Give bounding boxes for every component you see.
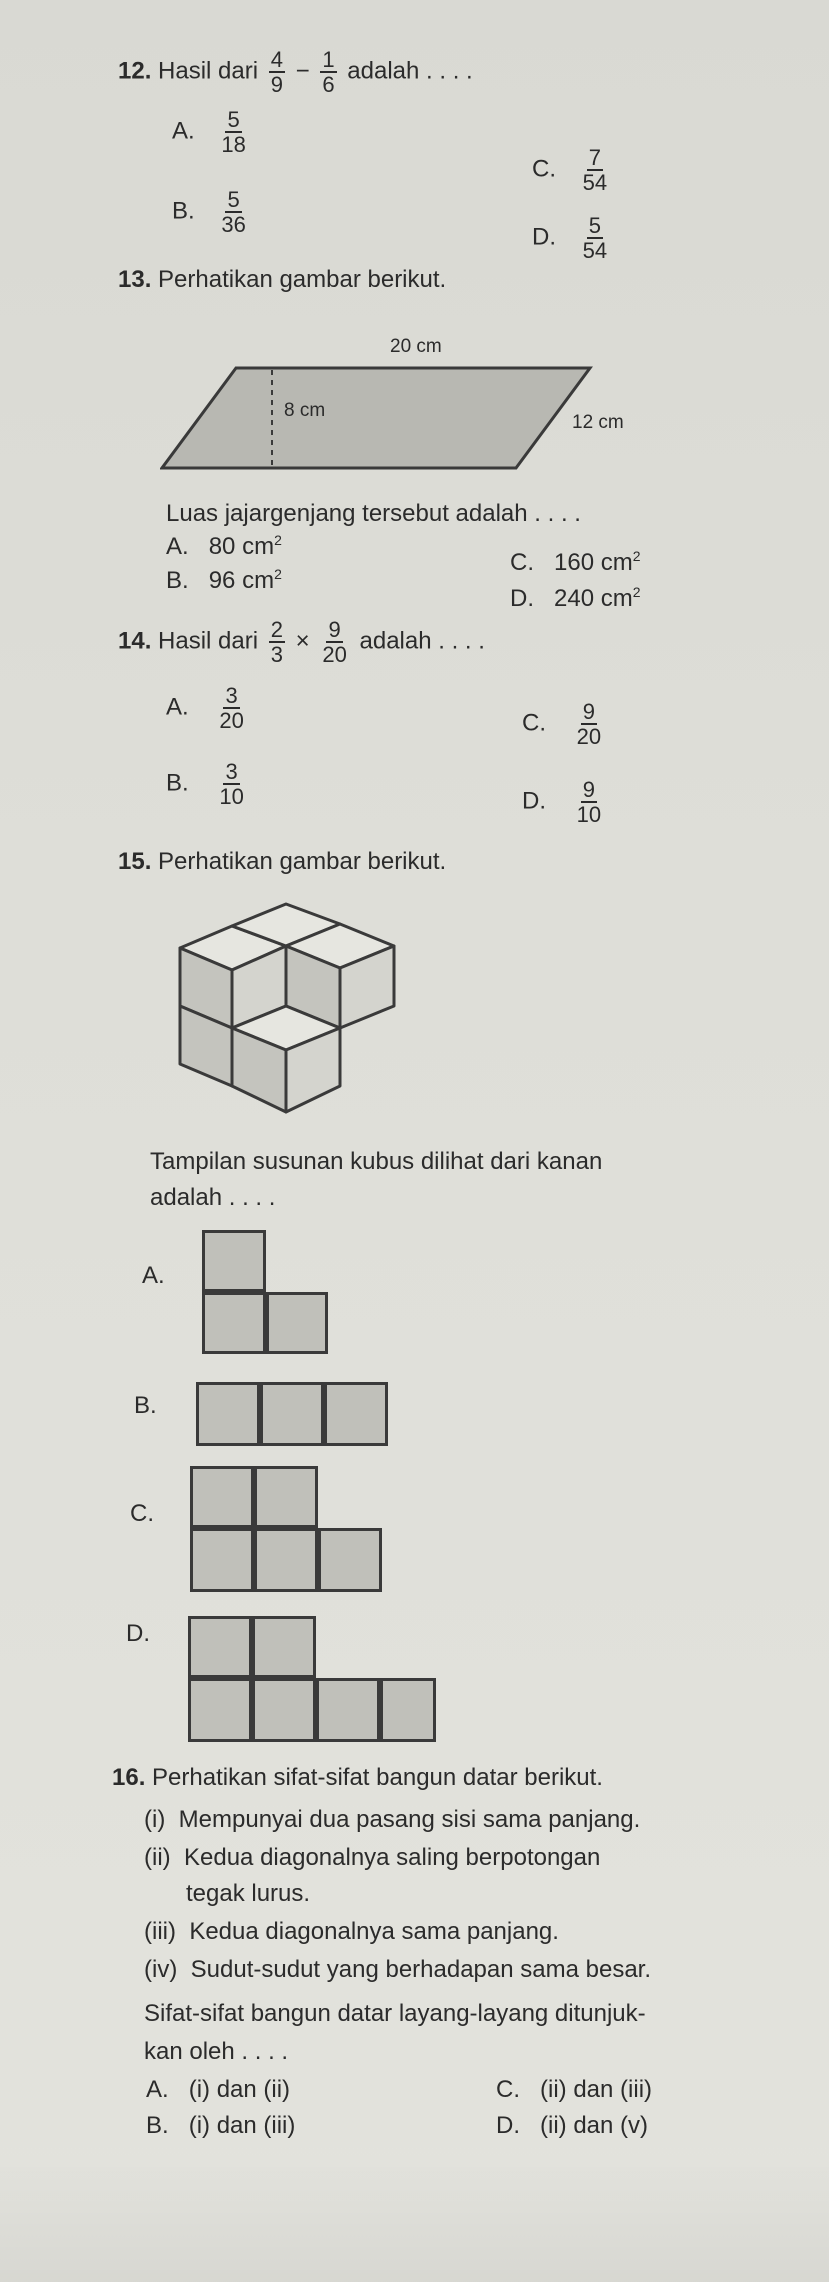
q14-option-a-label: A. [166, 693, 189, 721]
view-a-square [202, 1230, 266, 1292]
q13-option-b[interactable] [166, 566, 282, 595]
q16-option-d-value: (ii) dan (v) [540, 2112, 649, 2139]
q16-option-a-value: (i) dan (ii) [188, 2076, 291, 2103]
q13-option-a[interactable] [166, 532, 282, 561]
q12-option-a-num: 5 [227, 107, 240, 132]
q14-stem [118, 618, 485, 666]
q13-option-a-value: 80 cm [208, 533, 275, 560]
q14-option-d-num: 9 [582, 777, 596, 802]
view-d-square [188, 1678, 252, 1742]
q13-option-b-value: 96 cm [208, 567, 275, 594]
view-c-square [190, 1466, 254, 1528]
q15-option-a[interactable]: A. [142, 1262, 165, 1289]
q12-option-c-den: 54 [582, 170, 608, 196]
q16-item-4 [144, 1956, 651, 1985]
q16-item-2 [144, 1844, 600, 1873]
q16-item-4-text: Sudut-sudut yang berhadapan sama besar. [190, 1956, 651, 1983]
label-top: 20 cm [390, 336, 442, 357]
q14-option-c[interactable] [522, 700, 607, 748]
view-d-square [252, 1616, 316, 1678]
q12-f2-numerator: 1 [322, 47, 335, 72]
label-side: 12 cm [572, 412, 624, 433]
view-d-square [188, 1616, 252, 1678]
q15-stem [118, 848, 446, 877]
q14-option-b-den: 10 [219, 784, 244, 810]
q12-option-d-label: D. [532, 223, 556, 251]
q13-number: 13. [118, 266, 152, 293]
q14-f1-denominator: 3 [270, 642, 283, 668]
q13-option-c-label: C. [510, 549, 534, 576]
q12-option-a[interactable] [172, 108, 252, 156]
q12-option-a-label: A. [172, 117, 195, 145]
view-b-square [196, 1382, 260, 1446]
q12-option-c[interactable] [532, 146, 613, 194]
q14-number: 14. [118, 627, 152, 655]
q12-option-d-den: 54 [582, 238, 608, 264]
q12-option-c-label: C. [532, 155, 556, 183]
cube-arrangement-figure [176, 890, 406, 1130]
q16-item-3-num: (iii) [144, 1918, 176, 1945]
q16-option-d-label: D. [496, 2112, 520, 2139]
q16-item-1 [144, 1806, 640, 1835]
q16-option-c-value: (ii) dan (iii) [540, 2076, 653, 2103]
q12-option-c-num: 7 [588, 145, 602, 170]
view-c-square [254, 1528, 318, 1592]
q14-option-c-den: 20 [576, 724, 602, 750]
q14-option-d[interactable] [522, 778, 607, 826]
q14-option-d-label: D. [522, 787, 546, 815]
q16-question-line2: kan oleh . . . . [144, 2038, 289, 2065]
q12-stem [118, 48, 473, 96]
q12-option-a-den: 18 [221, 132, 246, 158]
q13-option-a-label: A. [166, 533, 189, 560]
q16-item-2-cont: tegak lurus. [186, 1880, 311, 1907]
q16-prompt: Perhatikan sifat-sifat bangun datar berikut. [152, 1764, 603, 1791]
q14-option-c-num: 9 [582, 699, 596, 724]
q16-option-a[interactable] [146, 2076, 290, 2104]
q13-question: Luas jajargenjang tersebut adalah . . . . [166, 500, 581, 527]
q16-option-b[interactable] [146, 2112, 295, 2140]
q13-option-d-value: 240 cm [554, 585, 633, 612]
parallelogram-figure [160, 318, 680, 478]
page-bottom-shadow [0, 2150, 829, 2282]
q12-number: 12. [118, 57, 152, 85]
q15-question-line1: Tampilan susunan kubus dilihat dari kanan [150, 1148, 603, 1175]
q12-f1-denominator: 9 [270, 72, 283, 98]
q12-option-b-num: 5 [227, 187, 240, 212]
q14-tail: adalah . . . . [359, 627, 485, 655]
q14-option-c-label: C. [522, 709, 546, 737]
view-d-square [252, 1678, 316, 1742]
q12-operator: − [295, 57, 310, 85]
q14-option-d-den: 10 [576, 802, 602, 828]
q14-option-b[interactable] [166, 760, 250, 808]
view-a-square [266, 1292, 328, 1354]
q13-prompt: Perhatikan gambar berikut. [158, 266, 447, 293]
view-c-square [254, 1466, 318, 1528]
q13-option-c-sup: 2 [632, 548, 641, 564]
q15-prompt: Perhatikan gambar berikut. [158, 848, 447, 875]
q16-option-a-label: A. [146, 2076, 169, 2103]
q13-option-b-sup: 2 [274, 566, 282, 582]
q13-option-b-label: B. [166, 567, 189, 594]
q16-item-4-num: (iv) [144, 1956, 178, 1983]
q13-option-d-label: D. [510, 585, 534, 612]
view-c-square [318, 1528, 382, 1592]
q12-option-d-num: 5 [588, 213, 602, 238]
q12-f1-numerator: 4 [270, 47, 283, 72]
q12-option-b[interactable] [172, 188, 252, 236]
q13-option-d[interactable] [510, 584, 641, 613]
q14-option-b-num: 3 [225, 759, 238, 784]
q16-item-2-text: Kedua diagonalnya saling berpotongan [184, 1844, 601, 1871]
q12-fraction-1 [269, 48, 285, 96]
q16-option-b-label: B. [146, 2112, 169, 2139]
q16-option-c[interactable] [496, 2076, 652, 2104]
view-b-square [260, 1382, 324, 1446]
q14-option-b-label: B. [166, 769, 189, 797]
q15-question-line2: adalah . . . . [150, 1184, 276, 1211]
q12-option-b-den: 36 [221, 212, 246, 238]
q13-stem [118, 266, 446, 295]
q16-item-3 [144, 1918, 559, 1947]
view-c-square [190, 1528, 254, 1592]
q14-option-a-num: 3 [225, 683, 238, 708]
q14-option-a-den: 20 [219, 708, 244, 734]
q15-option-d[interactable]: D. [126, 1620, 150, 1647]
parallelogram-shape [162, 368, 590, 468]
q14-f2-denominator: 20 [322, 642, 347, 668]
q12-fraction-2 [320, 48, 336, 96]
view-d-square [380, 1678, 436, 1742]
q13-option-c[interactable] [510, 548, 641, 577]
q16-option-c-label: C. [496, 2076, 520, 2103]
q13-option-c-value: 160 cm [554, 549, 633, 576]
q16-option-b-value: (i) dan (iii) [188, 2112, 296, 2139]
q14-fraction-1 [269, 618, 285, 666]
q12-lead: Hasil dari [158, 57, 259, 85]
q15-number: 15. [118, 848, 152, 875]
q14-f1-numerator: 2 [270, 617, 283, 642]
q16-number: 16. [112, 1764, 146, 1791]
q12-option-b-label: B. [172, 197, 195, 225]
q16-item-1-text: Mempunyai dua pasang sisi sama panjang. [178, 1806, 641, 1833]
q14-operator: × [295, 627, 310, 655]
q16-stem [112, 1764, 603, 1793]
view-a-square [202, 1292, 266, 1354]
q14-fraction-2 [320, 618, 348, 666]
view-b-square [324, 1382, 388, 1446]
q12-f2-denominator: 6 [322, 72, 335, 98]
q16-item-3-text: Kedua diagonalnya sama panjang. [189, 1918, 559, 1945]
q14-option-a[interactable] [166, 684, 250, 732]
q16-item-1-num: (i) [144, 1806, 166, 1833]
q14-lead: Hasil dari [158, 627, 259, 655]
view-d-square [316, 1678, 380, 1742]
q15-option-c[interactable]: C. [130, 1500, 154, 1527]
q12-option-d[interactable] [532, 214, 613, 262]
q16-option-d[interactable] [496, 2112, 648, 2140]
q15-option-b[interactable]: B. [134, 1392, 157, 1419]
q16-question-line1: Sifat-sifat bangun datar layang-layang ditunjuk- [144, 2000, 646, 2027]
q12-tail: adalah . . . . [347, 57, 473, 85]
q13-option-a-sup: 2 [274, 532, 282, 548]
label-height: 8 cm [284, 400, 326, 421]
q14-f2-numerator: 9 [328, 617, 341, 642]
q16-item-2-num: (ii) [144, 1844, 171, 1871]
q13-option-d-sup: 2 [632, 584, 641, 600]
